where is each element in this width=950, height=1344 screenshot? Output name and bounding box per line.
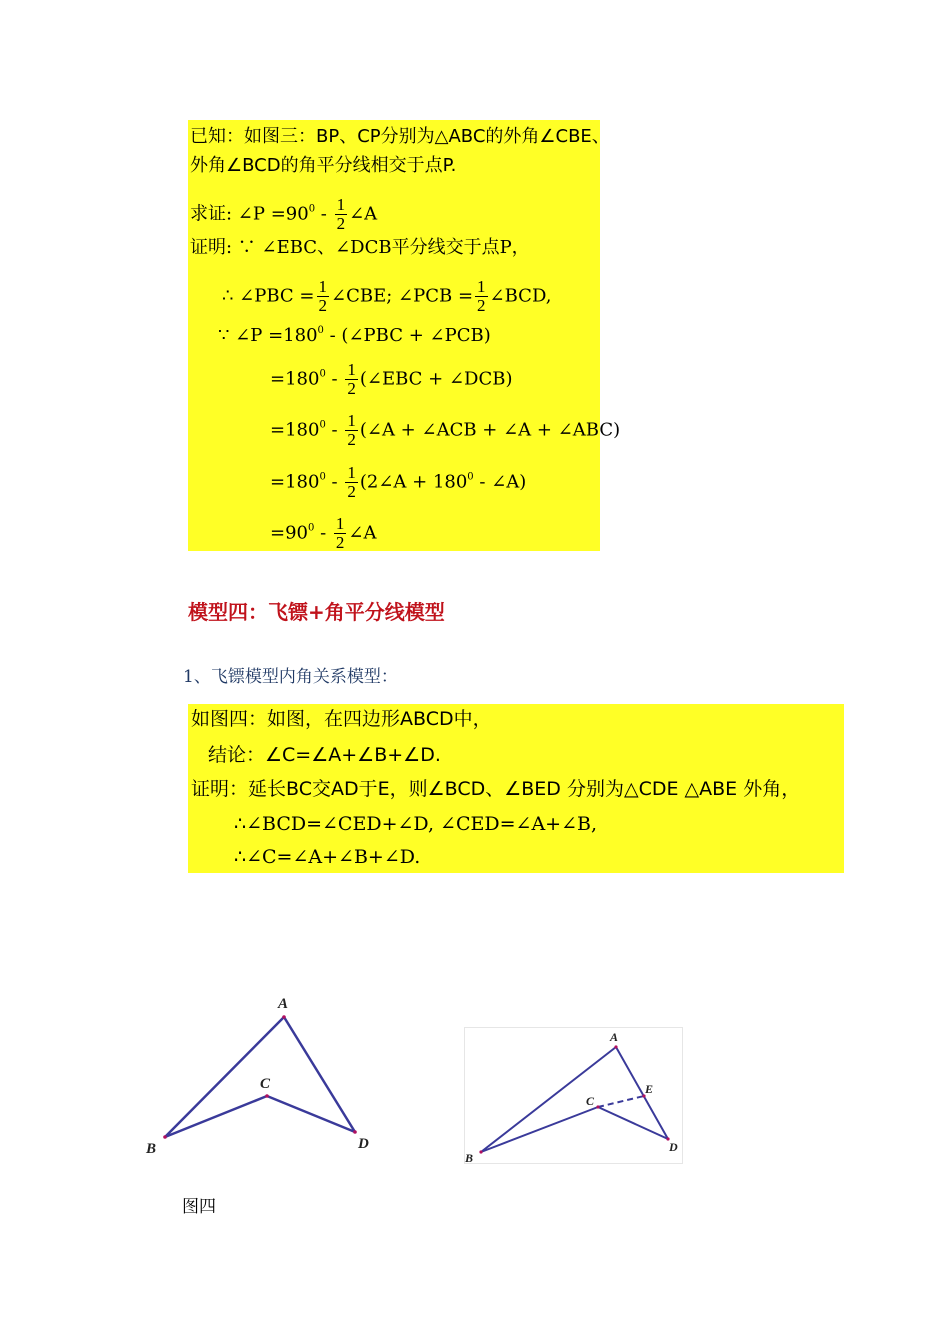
model4-step-2: ∴∠C=∠A+∠B+∠D. [234, 846, 421, 868]
figure-dart-extended [464, 1027, 686, 1167]
point-d [353, 1130, 357, 1134]
section-heading: 模型四：飞镖+角平分线模型 [188, 600, 445, 624]
proof-step-4: $=180^0$ - $\frac{1}{2}$ (∠A + ∠ACB + ∠A + ∠ABC) [270, 411, 621, 449]
proof-step-2: ∵ ∠P $=180^0$ - (∠PBC + ∠PCB) [218, 325, 491, 346]
label2-b: B [465, 1151, 474, 1165]
subheading: 1、飞镖模型内角关系模型： [183, 667, 398, 687]
model4-step-1: ∴∠BCD=∠CED+∠D, ∠CED=∠A+∠B, [234, 813, 598, 835]
point-c [265, 1094, 269, 1098]
proof-step-3: $=180^0$ - $\frac{1}{2}$ (∠EBC + ∠DCB) [270, 360, 513, 398]
proof-step-6: $=90^0$ - $\frac{1}{2}$ ∠A [270, 514, 377, 552]
model4-proof-line: 证明：延长BC交AD于E，则∠BCD、∠BED 分别为△CDE △ABE 外角， [191, 778, 801, 800]
label-a: A [278, 996, 289, 1012]
dart-outline-2 [481, 1047, 668, 1152]
model4-line-1: 如图四：如图，在四边形ABCD中， [191, 708, 492, 730]
given-line-2: 外角∠BCD的角平分线相交于点P. [190, 155, 457, 176]
point-a [282, 1015, 286, 1019]
label2-c: C [586, 1094, 595, 1108]
proof-step-5: $=180^0$ - $\frac{1}{2}$ (2∠A + $180^0$ - ∠A) [270, 463, 527, 501]
point2-a [614, 1045, 617, 1048]
point-b [163, 1135, 167, 1139]
model4-conclusion: 结论：∠C=∠A+∠B+∠D. [208, 744, 441, 766]
label2-e: E [645, 1082, 654, 1096]
label-d: D [358, 1136, 369, 1152]
figure-caption: 图四 [182, 1197, 216, 1217]
point2-c [596, 1105, 599, 1108]
label2-d: D [669, 1140, 678, 1154]
label-c: C [260, 1076, 271, 1092]
point2-b [479, 1150, 482, 1153]
proof-intro: 证明: ∵ ∠EBC、∠DCB平分线交于点P， [190, 237, 530, 258]
prove-statement: 求证: ∠P $=90^0$ - $\frac{1}{2}$ ∠A [190, 195, 378, 233]
label-b: B [146, 1141, 157, 1157]
given-line-1: 已知：如图三：BP、CP分别为△ABC的外角∠CBE、 [190, 126, 610, 147]
figure-dart [140, 990, 380, 1160]
extension-ce-dashed [598, 1096, 644, 1107]
proof-step-1: ∴ ∠PBC = $\frac{1}{2}$ ∠CBE; ∠PCB = $\frac{1}{2}$ ∠BCD, [222, 277, 552, 315]
label2-a: A [610, 1030, 619, 1044]
